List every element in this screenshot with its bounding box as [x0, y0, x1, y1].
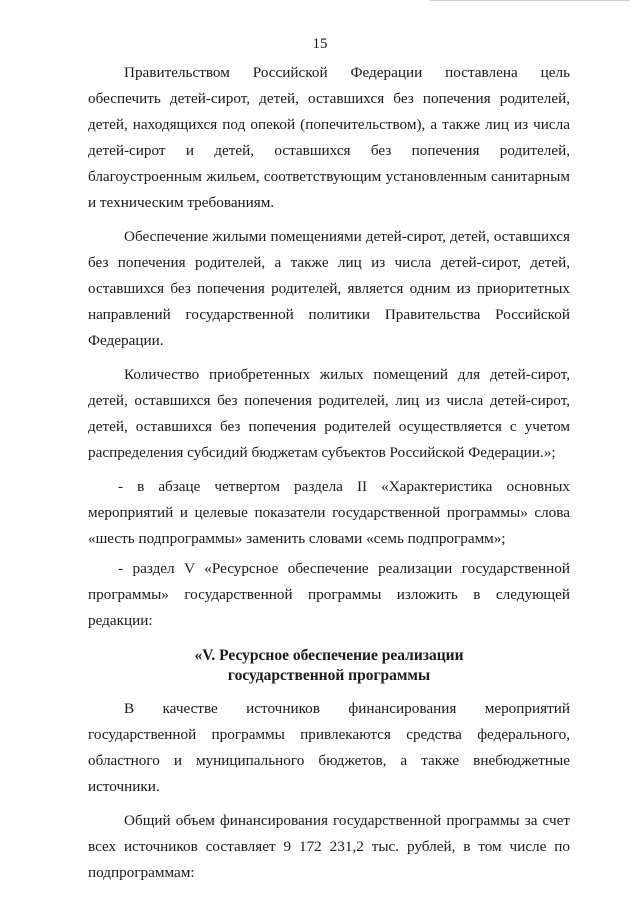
list-item-section-5: - раздел V «Ресурсное обеспечение реализации государственной программы» государственной программы изложить в следующей редакции:	[88, 560, 570, 629]
paragraph-quantity: Количество приобретенных жилых помещений для детей-сирот, детей, оставшихся без попечения родителей, лиц из числа детей-сирот, детей, оставшихся без попечения родителей осуществляется с учетом распределения субсидий бюджетам субъектов Российской Федерации.»;	[88, 366, 570, 461]
section-heading-line-1: «V. Ресурсное обеспечение реализации	[194, 647, 464, 664]
page-number: 15	[312, 36, 328, 52]
paragraph-sources: В качестве источников финансирования мероприятий государственной программы привлекаются средства федерального, областного и муниципального бюджетов, а также внебюджетные источники.	[88, 700, 570, 795]
document-body	[88, 60, 570, 894]
paragraph-total-funding: Общий объем финансирования государственной программы за счет всех источников составляет 9 172 231,2 тыс. рублей, в том числе по подпрограммам:	[88, 812, 570, 881]
top-edge-line	[430, 0, 630, 1]
section-heading-line-2: государственной программы	[227, 667, 431, 684]
section-heading	[88, 646, 570, 686]
paragraph-priority: Обеспечение жилыми помещениями детей-сирот, детей, оставшихся без попечения родителей, а также лиц из числа детей-сирот, детей, оставшихся без попечения родителей, является одним из приоритетных направлений государственной политики Правительства Российской Федерации.	[88, 228, 570, 349]
list-item-section-2: - в абзаце четвертом раздела II «Характеристика основных мероприятий и целевые показатели государственной программы» слова «шесть подпрограммы» заменить словами «семь подпрограмм»;	[88, 478, 570, 547]
paragraph-goal: Правительством Российской Федерации поставлена цель обеспечить детей-сирот, детей, оставшихся без попечения родителей, детей, находящихся под опекой (попечительством), а также лиц из числа детей-сирот и детей, оставшихся без попечения родителей, благоустроенным жильем, соответствующим установленным санитарным и техническим требованиям.	[88, 64, 570, 211]
